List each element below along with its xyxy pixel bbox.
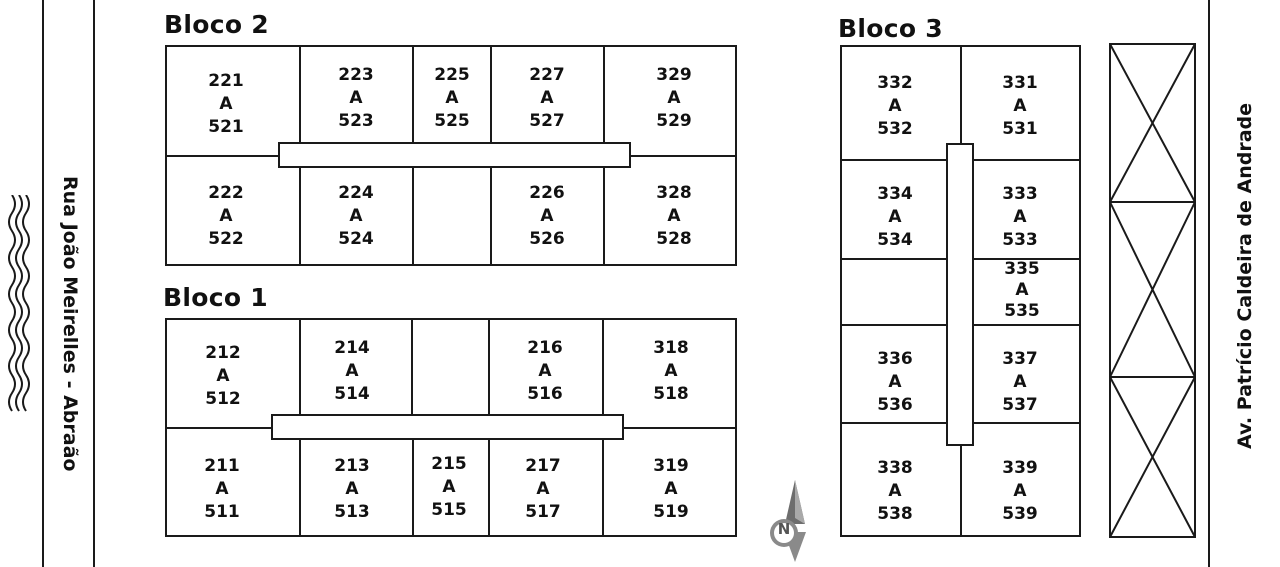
unit-338: 338 A 538 xyxy=(877,458,913,524)
unit-227: 227 A 527 xyxy=(529,65,565,131)
unit-331: 331 A 531 xyxy=(1002,73,1038,139)
block-3-title: Bloco 3 xyxy=(838,14,943,43)
unit-339: 339 A 539 xyxy=(1002,458,1038,524)
block-2-title: Bloco 2 xyxy=(164,10,269,39)
wavy-lines-icon xyxy=(4,195,34,420)
street-right-label: Av. Patrício Caldeira de Andrade xyxy=(1234,102,1256,449)
unit-334: 334 A 534 xyxy=(877,184,913,250)
unit-211: 211 A 511 xyxy=(204,456,240,522)
unit-318: 318 A 518 xyxy=(653,338,689,404)
unit-329: 329 A 529 xyxy=(656,65,692,131)
unit-226: 226 A 526 xyxy=(529,183,565,249)
crossed-area-icon xyxy=(1108,42,1197,539)
unit-213: 213 A 513 xyxy=(334,456,370,522)
unit-214: 214 A 514 xyxy=(334,338,370,404)
right-street-line-inner xyxy=(1208,0,1210,567)
unit-222: 222 A 522 xyxy=(208,183,244,249)
corridor xyxy=(946,143,974,446)
unit-212: 212 A 512 xyxy=(205,343,241,409)
left-street-line-inner xyxy=(93,0,95,567)
unit-336: 336 A 536 xyxy=(877,349,913,415)
left-street-line-outer xyxy=(42,0,44,567)
unit-221: 221 A 521 xyxy=(208,71,244,137)
unit-333: 333 A 533 xyxy=(1002,184,1038,250)
corridor xyxy=(278,142,631,168)
unit-217: 217 A 517 xyxy=(525,456,561,522)
street-left-label: Rua João Meirelles - Abraão xyxy=(59,176,81,472)
unit-223: 223 A 523 xyxy=(338,65,374,131)
compass-label: N xyxy=(777,520,791,538)
unit-332: 332 A 532 xyxy=(877,73,913,139)
unit-328: 328 A 528 xyxy=(656,183,692,249)
corridor xyxy=(271,414,624,440)
unit-215: 215 A 515 xyxy=(431,454,467,520)
block-1-title: Bloco 1 xyxy=(163,283,268,312)
unit-335: 335 A 535 xyxy=(1004,259,1040,321)
unit-225: 225 A 525 xyxy=(434,65,470,131)
unit-337: 337 A 537 xyxy=(1002,349,1038,415)
unit-224: 224 A 524 xyxy=(338,183,374,249)
unit-319: 319 A 519 xyxy=(653,456,689,522)
unit-216: 216 A 516 xyxy=(527,338,563,404)
